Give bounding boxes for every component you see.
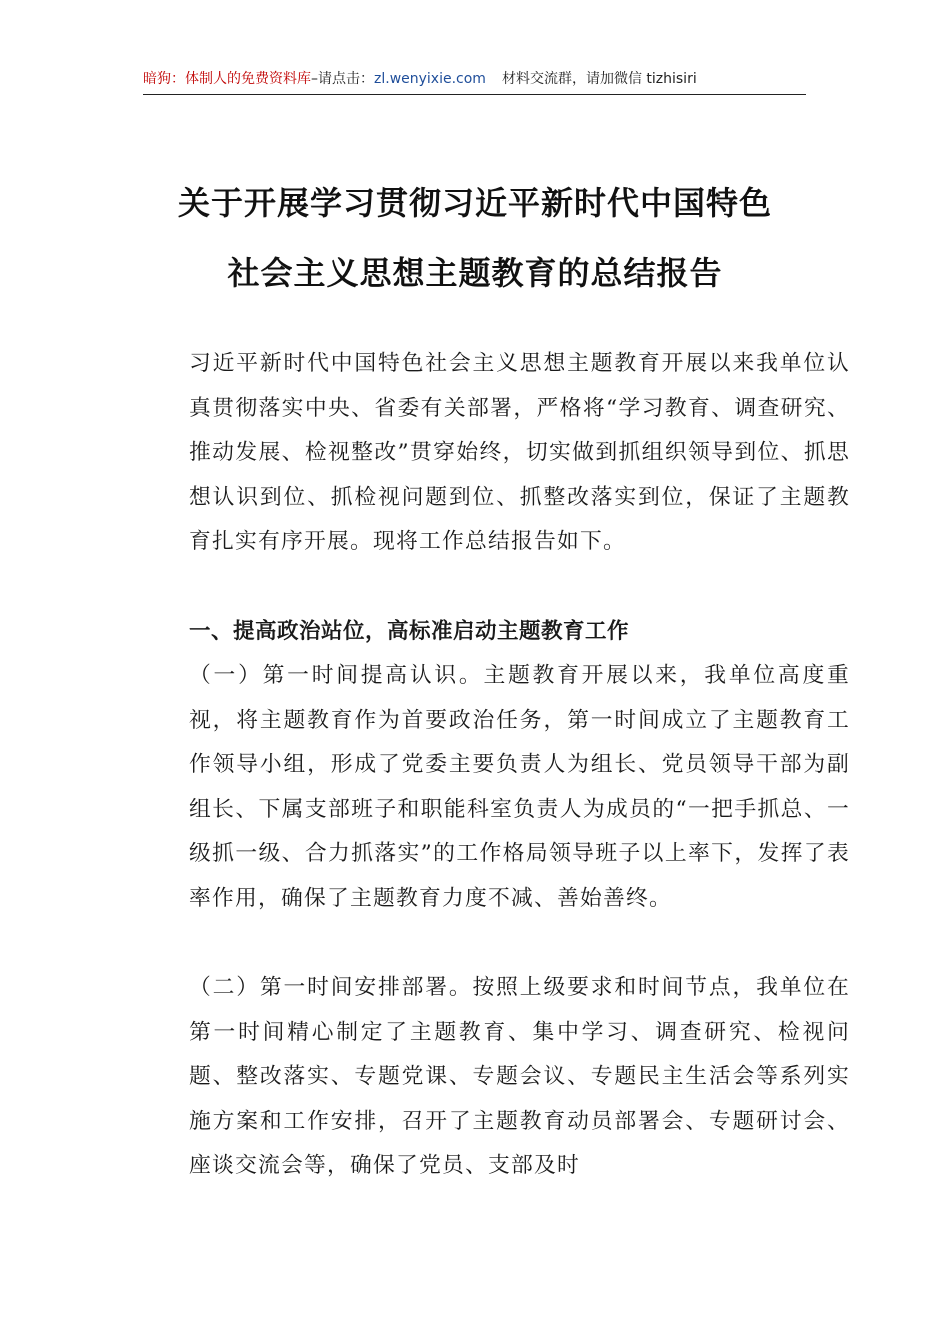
- subsection-2-paragraph: （二）第一时间安排部署。按照上级要求和时间节点，我单位在第一时间精心制定了主题教育、集中学习、调查研究、检视问题、整改落实、专题党课、专题会议、专题民主生活会等系列实施方案和工作安排，召开了主题教育动员部署会、专题研讨会、座谈交流会等，确保了党员、支部及时: [189, 975, 850, 1178]
- document-title-line-2: 社会主义思想主题教育的总结报告: [227, 254, 723, 292]
- header-url-link[interactable]: zl.wenyixie.com: [374, 71, 486, 87]
- page-header: [143, 68, 806, 95]
- header-click-label: –请点击：: [311, 71, 374, 87]
- intro-paragraph: 习近平新时代中国特色社会主义思想主题教育开展以来我单位认真贯彻落实中央、省委有关部署，严格将“学习教育、调查研究、推动发展、检视整改”贯穿始终，切实做到抓组织领导到位、抓思想认识到位、抓检视问题到位、抓整改落实到位，保证了主题教育扎实有序开展。现将工作总结报告如下。: [189, 351, 850, 554]
- document-title-line-1: 关于开展学习贯彻习近平新时代中国特色: [177, 184, 772, 222]
- header-site-name: 暗狗：体制人的免费资料库: [143, 71, 311, 87]
- header-group-note: 材料交流群，请加微信 tizhisiri: [501, 71, 697, 87]
- section-1-heading: 一、提高政治站位，高标准启动主题教育工作: [189, 619, 630, 644]
- subsection-1-paragraph: （一）第一时间提高认识。主题教育开展以来，我单位高度重视，将主题教育作为首要政治任务，第一时间成立了主题教育工作领导小组，形成了党委主要负责人为组长、党员领导干部为副组长、下属支部班子和职能科室负责人为成员的“一把手抓总、一级抓一级、合力抓落实”的工作格局领导班子以上率下，发挥了表率作用，确保了主题教育力度不减、善始善终。: [189, 663, 850, 911]
